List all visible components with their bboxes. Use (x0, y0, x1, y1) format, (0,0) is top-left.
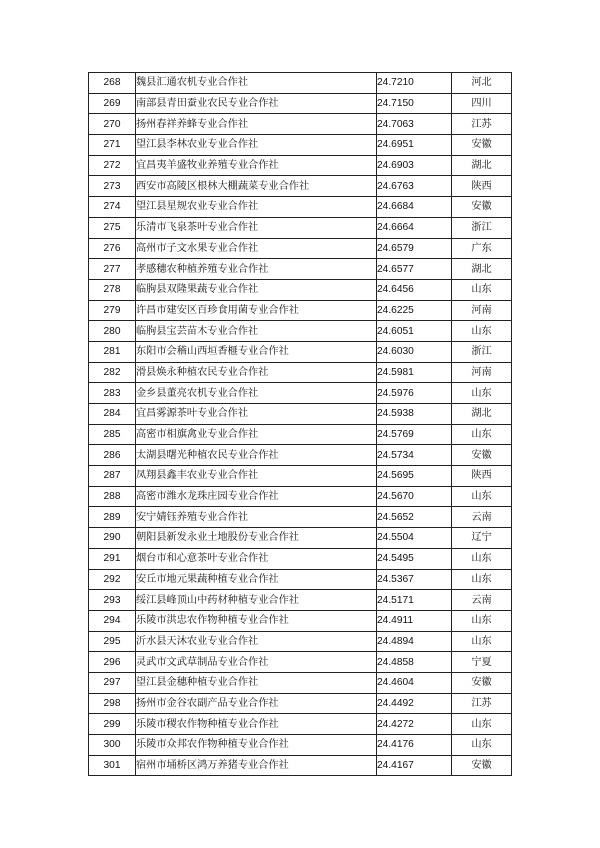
score-cell: 24.7210 (377, 73, 452, 94)
cooperative-name-cell: 宜昌雾源茶叶专业合作社 (136, 404, 377, 425)
cooperative-name-cell: 金乡县董亮农机专业合作社 (136, 383, 377, 404)
table-row (89, 73, 512, 94)
province-cell: 湖北 (452, 259, 512, 280)
score-cell: 24.4858 (377, 652, 452, 673)
cooperative-name-cell: 许昌市建安区百珍食用菌专业合作社 (136, 300, 377, 321)
table-row (89, 693, 512, 714)
rank-cell: 301 (89, 755, 136, 776)
table-row (89, 466, 512, 487)
rank-cell: 269 (89, 93, 136, 114)
province-cell: 山东 (452, 424, 512, 445)
cooperative-ranking-table (88, 72, 512, 776)
province-cell: 四川 (452, 93, 512, 114)
table-row (89, 445, 512, 466)
rank-cell: 278 (89, 279, 136, 300)
table-row (89, 135, 512, 156)
rank-cell: 286 (89, 445, 136, 466)
cooperative-name-cell: 安丘市地元果蔬种植专业合作社 (136, 569, 377, 590)
score-cell: 24.6903 (377, 155, 452, 176)
cooperative-name-cell: 扬州春祥养蜂专业合作社 (136, 114, 377, 135)
score-cell: 24.4176 (377, 735, 452, 756)
rank-cell: 292 (89, 569, 136, 590)
cooperative-name-cell: 绥江县峰顶山中药材种植专业合作社 (136, 590, 377, 611)
province-cell: 宁夏 (452, 652, 512, 673)
table-row (89, 486, 512, 507)
score-cell: 24.7063 (377, 114, 452, 135)
rank-cell: 295 (89, 631, 136, 652)
province-cell: 山东 (452, 321, 512, 342)
table-row (89, 652, 512, 673)
table-row (89, 424, 512, 445)
score-cell: 24.5734 (377, 445, 452, 466)
score-cell: 24.5495 (377, 548, 452, 569)
province-cell: 辽宁 (452, 528, 512, 549)
rank-cell: 291 (89, 548, 136, 569)
score-cell: 24.5504 (377, 528, 452, 549)
score-cell: 24.5981 (377, 362, 452, 383)
score-cell: 24.6051 (377, 321, 452, 342)
cooperative-name-cell: 滑县焕永种植农民专业合作社 (136, 362, 377, 383)
table-row (89, 383, 512, 404)
table-row (89, 259, 512, 280)
table-row (89, 238, 512, 259)
province-cell: 山东 (452, 735, 512, 756)
cooperative-name-cell: 宜昌夷羊盛牧业养殖专业合作社 (136, 155, 377, 176)
table-row (89, 362, 512, 383)
cooperative-name-cell: 高密市相旗禽业专业合作社 (136, 424, 377, 445)
rank-cell: 283 (89, 383, 136, 404)
table-body (89, 73, 512, 776)
score-cell: 24.5938 (377, 404, 452, 425)
table-row (89, 114, 512, 135)
score-cell: 24.6225 (377, 300, 452, 321)
cooperative-name-cell: 烟台市和心意茶叶专业合作社 (136, 548, 377, 569)
province-cell: 安徽 (452, 135, 512, 156)
score-cell: 24.6456 (377, 279, 452, 300)
score-cell: 24.6763 (377, 176, 452, 197)
table-row (89, 300, 512, 321)
table-row (89, 755, 512, 776)
score-cell: 24.5976 (377, 383, 452, 404)
cooperative-name-cell: 朝阳县新发永业土地股份专业合作社 (136, 528, 377, 549)
cooperative-name-cell: 沂水县天沐农业专业合作社 (136, 631, 377, 652)
table-row (89, 176, 512, 197)
table-row (89, 548, 512, 569)
cooperative-name-cell: 望江县金穗种植专业合作社 (136, 672, 377, 693)
province-cell: 安徽 (452, 445, 512, 466)
province-cell: 河南 (452, 300, 512, 321)
score-cell: 24.5670 (377, 486, 452, 507)
table-row (89, 714, 512, 735)
score-cell: 24.6579 (377, 238, 452, 259)
table-row (89, 631, 512, 652)
province-cell: 广东 (452, 238, 512, 259)
score-cell: 24.4167 (377, 755, 452, 776)
score-cell: 24.4911 (377, 610, 452, 631)
province-cell: 浙江 (452, 217, 512, 238)
rank-cell: 300 (89, 735, 136, 756)
province-cell: 江苏 (452, 693, 512, 714)
rank-cell: 277 (89, 259, 136, 280)
table-row (89, 735, 512, 756)
rank-cell: 282 (89, 362, 136, 383)
province-cell: 浙江 (452, 341, 512, 362)
table-row (89, 279, 512, 300)
cooperative-name-cell: 乐清市飞泉茶叶专业合作社 (136, 217, 377, 238)
score-cell: 24.5695 (377, 466, 452, 487)
table-row (89, 197, 512, 218)
cooperative-name-cell: 望江县星规农业专业合作社 (136, 197, 377, 218)
province-cell: 湖北 (452, 155, 512, 176)
table-row (89, 569, 512, 590)
rank-cell: 294 (89, 610, 136, 631)
cooperative-name-cell: 临朐县双隆果蔬专业合作社 (136, 279, 377, 300)
table-row (89, 507, 512, 528)
cooperative-name-cell: 西安市高陵区根林大棚蔬菜专业合作社 (136, 176, 377, 197)
province-cell: 安徽 (452, 672, 512, 693)
cooperative-name-cell: 孝感穗农种植养殖专业合作社 (136, 259, 377, 280)
rank-cell: 285 (89, 424, 136, 445)
province-cell: 陕西 (452, 466, 512, 487)
rank-cell: 281 (89, 341, 136, 362)
province-cell: 河北 (452, 73, 512, 94)
score-cell: 24.4604 (377, 672, 452, 693)
cooperative-name-cell: 高州市子文水果专业合作社 (136, 238, 377, 259)
rank-cell: 268 (89, 73, 136, 94)
rank-cell: 284 (89, 404, 136, 425)
rank-cell: 279 (89, 300, 136, 321)
cooperative-name-cell: 乐陵市洪忠农作物种植专业合作社 (136, 610, 377, 631)
table-row (89, 321, 512, 342)
province-cell: 湖北 (452, 404, 512, 425)
province-cell: 山东 (452, 631, 512, 652)
table-row (89, 672, 512, 693)
score-cell: 24.5769 (377, 424, 452, 445)
cooperative-name-cell: 南部县青田蚕业农民专业合作社 (136, 93, 377, 114)
score-cell: 24.5367 (377, 569, 452, 590)
rank-cell: 290 (89, 528, 136, 549)
cooperative-name-cell: 凤翔县鑫丰农业专业合作社 (136, 466, 377, 487)
rank-cell: 270 (89, 114, 136, 135)
rank-cell: 287 (89, 466, 136, 487)
score-cell: 24.4894 (377, 631, 452, 652)
rank-cell: 274 (89, 197, 136, 218)
cooperative-name-cell: 魏县汇通农机专业合作社 (136, 73, 377, 94)
score-cell: 24.6684 (377, 197, 452, 218)
rank-cell: 289 (89, 507, 136, 528)
score-cell: 24.6577 (377, 259, 452, 280)
province-cell: 安徽 (452, 755, 512, 776)
rank-cell: 296 (89, 652, 136, 673)
rank-cell: 272 (89, 155, 136, 176)
province-cell: 山东 (452, 486, 512, 507)
province-cell: 江苏 (452, 114, 512, 135)
rank-cell: 273 (89, 176, 136, 197)
province-cell: 山东 (452, 279, 512, 300)
score-cell: 24.5171 (377, 590, 452, 611)
cooperative-name-cell: 扬州市金谷农副产品专业合作社 (136, 693, 377, 714)
score-cell: 24.6664 (377, 217, 452, 238)
province-cell: 山东 (452, 610, 512, 631)
table-row (89, 528, 512, 549)
table-row (89, 93, 512, 114)
cooperative-name-cell: 临朐县宝芸苗木专业合作社 (136, 321, 377, 342)
score-cell: 24.6030 (377, 341, 452, 362)
province-cell: 河南 (452, 362, 512, 383)
table-row (89, 610, 512, 631)
score-cell: 24.5652 (377, 507, 452, 528)
table-row (89, 155, 512, 176)
province-cell: 山东 (452, 714, 512, 735)
score-cell: 24.4272 (377, 714, 452, 735)
table-row (89, 590, 512, 611)
cooperative-name-cell: 宿州市埇桥区鸿万养猪专业合作社 (136, 755, 377, 776)
score-cell: 24.6951 (377, 135, 452, 156)
score-cell: 24.7150 (377, 93, 452, 114)
rank-cell: 271 (89, 135, 136, 156)
table-row (89, 217, 512, 238)
rank-cell: 298 (89, 693, 136, 714)
table-row (89, 404, 512, 425)
cooperative-name-cell: 东阳市会稽山西垣香榧专业合作社 (136, 341, 377, 362)
province-cell: 安徽 (452, 197, 512, 218)
rank-cell: 299 (89, 714, 136, 735)
cooperative-name-cell: 高密市潍水龙珠庄园专业合作社 (136, 486, 377, 507)
rank-cell: 297 (89, 672, 136, 693)
province-cell: 陕西 (452, 176, 512, 197)
score-cell: 24.4492 (377, 693, 452, 714)
cooperative-name-cell: 太湖县曙光种植农民专业合作社 (136, 445, 377, 466)
rank-cell: 275 (89, 217, 136, 238)
table-row (89, 341, 512, 362)
cooperative-name-cell: 灵武市文武草制品专业合作社 (136, 652, 377, 673)
cooperative-name-cell: 安宁婧钰养殖专业合作社 (136, 507, 377, 528)
province-cell: 山东 (452, 548, 512, 569)
cooperative-name-cell: 乐陵市稷农作物种植专业合作社 (136, 714, 377, 735)
rank-cell: 280 (89, 321, 136, 342)
rank-cell: 293 (89, 590, 136, 611)
rank-cell: 276 (89, 238, 136, 259)
rank-cell: 288 (89, 486, 136, 507)
province-cell: 山东 (452, 569, 512, 590)
cooperative-name-cell: 望江县李林农业专业合作社 (136, 135, 377, 156)
cooperative-name-cell: 乐陵市众邦农作物种植专业合作社 (136, 735, 377, 756)
province-cell: 云南 (452, 507, 512, 528)
province-cell: 云南 (452, 590, 512, 611)
province-cell: 山东 (452, 383, 512, 404)
